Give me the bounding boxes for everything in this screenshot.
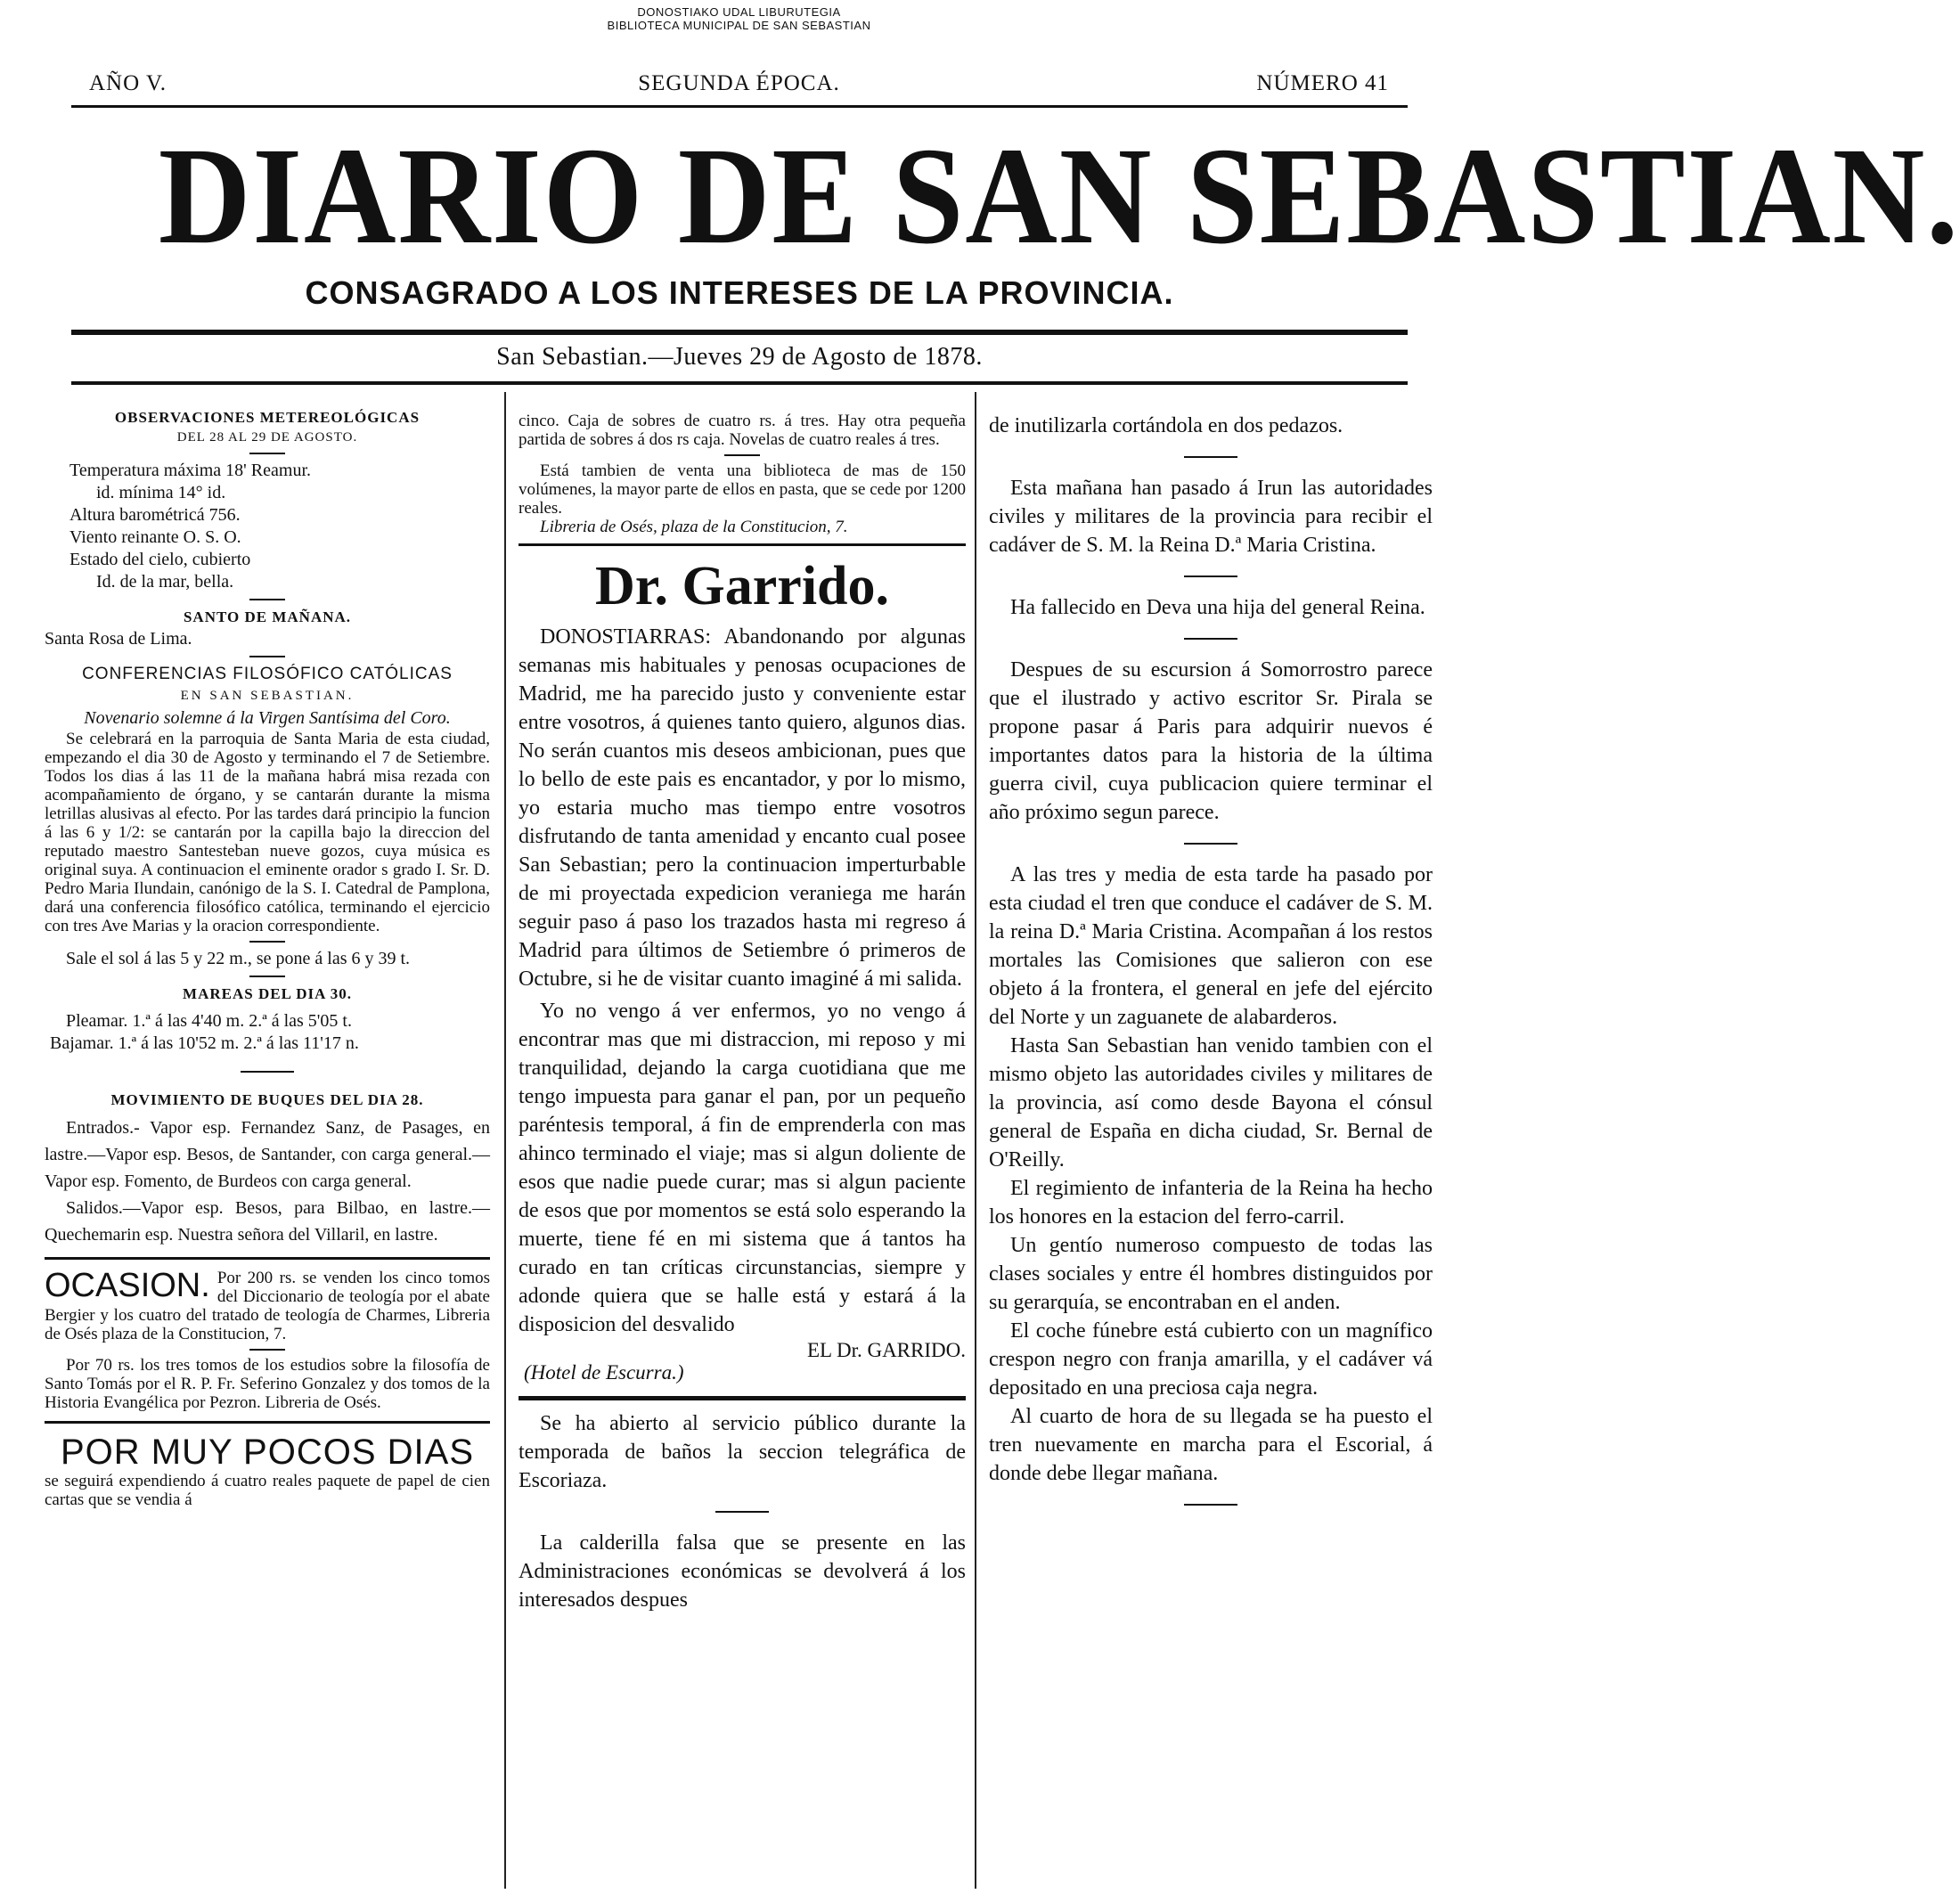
mareas-title: MAREAS DEL DIA 30.: [183, 985, 352, 1002]
divider: [249, 453, 285, 454]
top-rule: [71, 105, 1408, 108]
pormuy-head: POR MUY POCOS DIAS: [60, 1433, 474, 1472]
divider: [249, 599, 285, 600]
divider: [249, 1349, 285, 1351]
issue-year: AÑO V.: [89, 71, 167, 95]
obs-title: OBSERVACIONES METEREOLÓGICAS: [114, 409, 421, 426]
ocasion-head: OCASION.: [45, 1267, 210, 1304]
telegrafica-text: Se ha abierto al servicio público durante la temporada de baños la seccion telegráfica de Escoriaza.: [519, 1412, 966, 1492]
ocasion-text: Por 200 rs. se venden los cinco tomos del Diccionario de teología por el abate Bergier y los cuatro del tratado de teología de Charmes, Libreria de Osés plaza de la Constitucion, 7.: [45, 1269, 490, 1343]
divider: [715, 1511, 769, 1513]
divider: [249, 976, 285, 977]
obs-line: Estado del cielo, cubierto: [69, 550, 251, 569]
conf-subtitle: Novenario solemne á la Virgen Santísima del Coro.: [84, 708, 451, 728]
libreria-line: Libreria de Osés, plaza de la Constitucion, 7.: [540, 518, 848, 536]
obs-list: [45, 460, 490, 593]
issue-number: NÚMERO 41: [1256, 71, 1389, 95]
obs-line: Temperatura máxima 18' Reamur.: [69, 461, 311, 480]
divider: [1184, 843, 1237, 845]
entrados-text: Entrados.- Vapor esp. Fernandez Sanz, de Pasages, en lastre.—Vapor esp. Besos, de Santander, con carga general.—Vapor esp. Fomento, de Burdeos con carga general.: [45, 1118, 490, 1191]
library-stamp-line2: BIBLIOTECA MUNICIPAL DE SAN SEBASTIAN: [607, 19, 871, 32]
news-item: Esta mañana han pasado á Irun las autoridades civiles y militares de la provincia para recibir el cadáver de S. M. la Reina D.ª Maria Cristina.: [989, 477, 1433, 557]
conf-place: EN SAN SEBASTIAN.: [180, 689, 355, 703]
news-item: El regimiento de infanteria de la Reina ha hecho los honores en la estacion del ferro-carril.: [989, 1177, 1433, 1229]
news-item: Ha fallecido en Deva una hija del general Reina.: [1010, 596, 1425, 619]
column-1: [45, 406, 490, 1509]
divider: [724, 454, 760, 456]
garrido-signature: EL Dr. GARRIDO.: [806, 1339, 966, 1361]
library-stamp: [0, 5, 1478, 32]
santo-title: SANTO DE MAÑANA.: [183, 608, 352, 625]
news-item: Al cuarto de hora de su llegada se ha puesto el tren nuevamente en marcha para el Escorial, á donde debe llegar mañana.: [989, 1405, 1433, 1485]
divider: [249, 941, 285, 943]
sobres-text: cinco. Caja de sobres de cuatro rs. á tres. Hay otra pequeña partida de sobres á dos rs caja. Novelas de cuatro reales á tres.: [519, 412, 966, 449]
conf-title: CONFERENCIAS FILOSÓFICO CATÓLICAS: [82, 665, 453, 683]
divider: [249, 656, 285, 657]
divider: [1184, 1504, 1237, 1506]
column-2: [519, 412, 966, 1614]
salidos-text: Salidos.—Vapor esp. Besos, para Bilbao, en lastre.— Quechemarin esp. Nuestra señora del Villaril, en lastre.: [45, 1198, 490, 1245]
obs-line: id. mínima 14° id.: [96, 483, 226, 502]
section-rule: [519, 543, 966, 546]
news-item: El coche fúnebre está cubierto con un magnífico crespon negro con franja amarilla, y el cadáver vá depositado en una preciosa caja negra.: [989, 1319, 1433, 1400]
library-stamp-line1: DONOSTIAKO UDAL LIBURUTEGIA: [637, 5, 841, 19]
obs-line: Altura barométricá 756.: [69, 505, 241, 525]
pleamar-line: Pleamar. 1.ª á las 4'40 m. 2.ª á las 5'05 t.: [66, 1011, 352, 1031]
divider: [241, 1071, 294, 1073]
obs-line: Viento reinante O. S. O.: [69, 527, 241, 547]
conf-body: Se celebrará en la parroquia de Santa Maria de esta ciudad, empezando el dia 30 de Agosto y terminando el 7 de Setiembre. Todos los dias á las 11 de la mañana habrá misa rezada con acompañamiento de órgano, y se cantarán durante la misma letrillas alusivas al efecto. Por las tardes dará principio la funcion á las 6 y 1/2: se cantarán por la capilla bajo la direccion del reputado maestro Santesteban nueve gozos, cuya música es original suya. A continuacion el eminente orador s grado I. Sr. D. Pedro Maria Ilundain, canónigo de la S. I. Catedral de Pamplona, dará una conferencia filosófico católica, terminando el ejercicio con tres Ave Marias y la oracion correspondiente.: [45, 730, 490, 935]
sol-text: Sale el sol á las 5 y 22 m., se pone á las 6 y 39 t.: [66, 949, 411, 968]
obs-line: Id. de la mar, bella.: [96, 572, 234, 592]
news-item: Hasta San Sebastian han venido tambien con el mismo objeto las autoridades civiles y militares de la provincia, así como desde Bayona el cónsul general de España en dicha ciudad, Sr. Bernal de O'Reilly.: [989, 1034, 1433, 1172]
masthead-rule: [71, 330, 1408, 335]
issue-epoch: SEGUNDA ÉPOCA.: [638, 71, 840, 95]
garrido-title: Dr. Garrido.: [594, 556, 890, 616]
ocasion-ad: [45, 1269, 490, 1343]
news-item: de inutilizarla cortándola en dos pedazos.: [989, 414, 1343, 437]
garrido-hotel: (Hotel de Escurra.): [524, 1361, 684, 1384]
garrido-paragraph-2: Yo no vengo á ver enfermos, yo no vengo á encontrar mas que mi distraccion, mi reposo y mi tranquilidad, dejando la carga cuotidiana que me tengo impuesta para ganar el pan, por un pequeño paréntesis temporal, á fin de emprenderla con mas ahinco terminado el viaje; mas si algun doliente de esos que nadie puede curar; mas si algun paciente de esos que por momentos se está solo esperando la muerte, tiene fé en mi sistema que á tantos ha curado en tan críticas circunstancias, siempre y adonde quiera que se halle está y estará á la disposicion del desvalido: [519, 1000, 966, 1336]
biblioteca-text: Está tambien de venta una biblioteca de mas de 150 volúmenes, la mayor parte de ellos en pasta, que se cede por 1200 reales.: [519, 461, 966, 518]
garrido-paragraph-1: DONOSTIARRAS: Abandonando por algunas semanas mis habituales y penosas ocupaciones de Madrid, me ha parecido justo y conveniente estar entre vosotros, á quienes tanto quiero, algunos dias. No serán cuantos mis deseos ambicionan, pues que lo bello de este pais es encantador, y por lo mismo, yo estaria mucho mas tiempo entre vosotros disfrutando de tanta amenidad y encanto cual posee San Sebastian; pero la continuacion imperturbable de mi proyectada expedicion veraniega me harán seguir paso á paso los trazados hasta mi regreso á Madrid para últimos de Setiembre ó primeros de Octubre, si he de visitar cuanto imaginé á mi salida.: [519, 625, 966, 991]
dateline: San Sebastian.—Jueves 29 de Agosto de 1878.: [496, 343, 983, 371]
news-item: Despues de su escursion á Somorrostro parece que el ilustrado y activo escritor Sr. Pirala se propone pasar á Paris para adquirir nuevos é importantes datos para la historia de la última guerra civil, cuya publicacion quiere terminar el año próximo segun parece.: [989, 658, 1433, 824]
news-item: Un gentío numeroso compuesto de todas las clases sociales y entre él hombres distinguidos por su gerarquía, se encontraban en el anden.: [989, 1234, 1433, 1314]
masthead-subtitle: CONSAGRADO A LOS INTERESES DE LA PROVINCIA.: [305, 274, 1174, 311]
column-3: [989, 412, 1433, 1522]
section-rule: [45, 1257, 490, 1260]
por70-text: Por 70 rs. los tres tomos de los estudios sobre la filosofía de Santo Tomás por el R. P. Fr. Seferino Gonzalez y dos tomos de la Historia Evangélica por Pezron. Libreria de Osés.: [45, 1356, 490, 1412]
news-item: A las tres y media de esta tarde ha pasado por esta ciudad el tren que conduce el cadáver de S. M. la reina D.ª Maria Cristina. Acompañan á los restos mortales las Comisiones que salieron con ese objeto á la frontera, el general en jefe del ejército del Norte y un zaguanete de alabarderos.: [989, 863, 1433, 1029]
calderilla-text: La calderilla falsa que se presente en las Administraciones económicas se devolverá á los interesados despues: [519, 1531, 966, 1612]
buques-title: MOVIMIENTO DE BUQUES DEL DIA 28.: [110, 1091, 424, 1108]
section-rule: [45, 1421, 490, 1424]
bajamar-line: Bajamar. 1.ª á las 10'52 m. 2.ª á las 11'17 n.: [50, 1033, 359, 1053]
column-rule-1: [504, 392, 506, 1889]
masthead-title: DIARIO DE SAN SEBASTIAN.: [158, 118, 1960, 273]
column-rule-2: [975, 392, 976, 1889]
pormuy-text: se seguirá expendiendo á cuatro reales paquete de papel de cien cartas que se vendia á: [45, 1472, 490, 1509]
obs-dates: DEL 28 AL 29 DE AGOSTO.: [176, 430, 358, 445]
dateline-rule: [71, 381, 1408, 385]
divider: [1184, 638, 1237, 640]
divider: [1184, 576, 1237, 577]
section-rule: [519, 1396, 966, 1400]
divider: [1184, 456, 1237, 458]
santo-text: Santa Rosa de Lima.: [45, 629, 192, 649]
